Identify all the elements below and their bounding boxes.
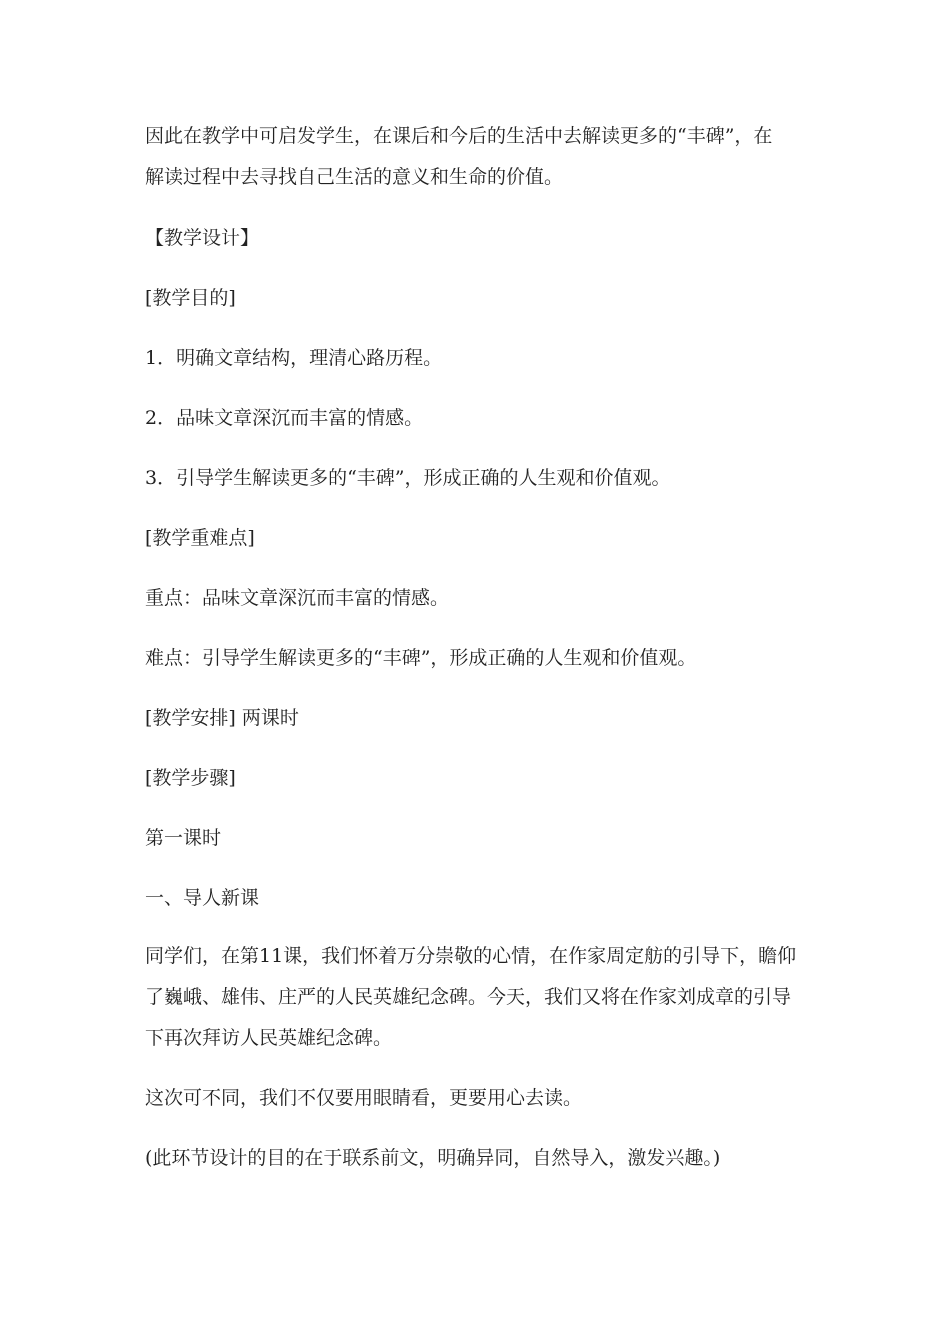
text-line: [教学安排] 两课时 [145,707,299,729]
subheading-key-points [145,518,810,559]
text-line: 解读过程中去寻找自己生活的意义和生命的价值。 [145,166,564,188]
text-line: 第一课时 [145,827,222,849]
text-line: 因此在教学中可启发学生，在课后和今后的生活中去解读更多的“丰碑”，在 [145,125,773,147]
objective-item-3 [145,458,810,499]
difficult-point-paragraph [145,638,810,679]
subheading-teaching-purpose [145,278,810,319]
text-line: 难点：引导学生解读更多的“丰碑”，形成正确的人生观和价值观。 [145,647,697,669]
text-line: (此环节设计的目的在于联系前文，明确异同，自然导入，激发兴趣。) [145,1147,721,1169]
step-heading-introduction [145,878,810,919]
text-line: 一、导人新课 [145,887,260,909]
introduction-paragraph [145,936,810,1059]
text-line: 了巍峨、雄伟、庄严的人民英雄纪念碑。今天，我们又将在作家刘成章的引导 [145,986,792,1008]
objective-item-1 [145,338,810,379]
text-line: 1．明确文章结构，理清心路历程。 [145,347,443,369]
text-line: [教学步骤] [145,767,236,789]
design-note-paragraph [145,1138,810,1179]
text-line: [教学重难点] [145,527,255,549]
text-line: 2．品味文章深沉而丰富的情感。 [145,407,424,429]
reading-instruction-paragraph [145,1078,810,1119]
text-line: 3．引导学生解读更多的“丰碑”，形成正确的人生观和价值观。 [145,467,671,489]
section-heading-teaching-design [145,218,810,259]
text-line: [教学目的] [145,287,236,309]
text-line: 【教学设计】 [145,227,260,249]
text-line: 同学们，在第11课，我们怀着万分崇敬的心情，在作家周定舫的引导下，瞻仰 [145,945,797,967]
text-line: 下再次拜访人民英雄纪念碑。 [145,1027,393,1049]
text-line: 重点：品味文章深沉而丰富的情感。 [145,587,450,609]
text-line: 这次可不同，我们不仅要用眼睛看，更要用心去读。 [145,1087,583,1109]
objective-item-2 [145,398,810,439]
lesson-heading-first [145,818,810,859]
key-point-paragraph [145,578,810,619]
subheading-teaching-steps [145,758,810,799]
schedule-paragraph [145,698,810,739]
intro-paragraph [145,116,810,198]
